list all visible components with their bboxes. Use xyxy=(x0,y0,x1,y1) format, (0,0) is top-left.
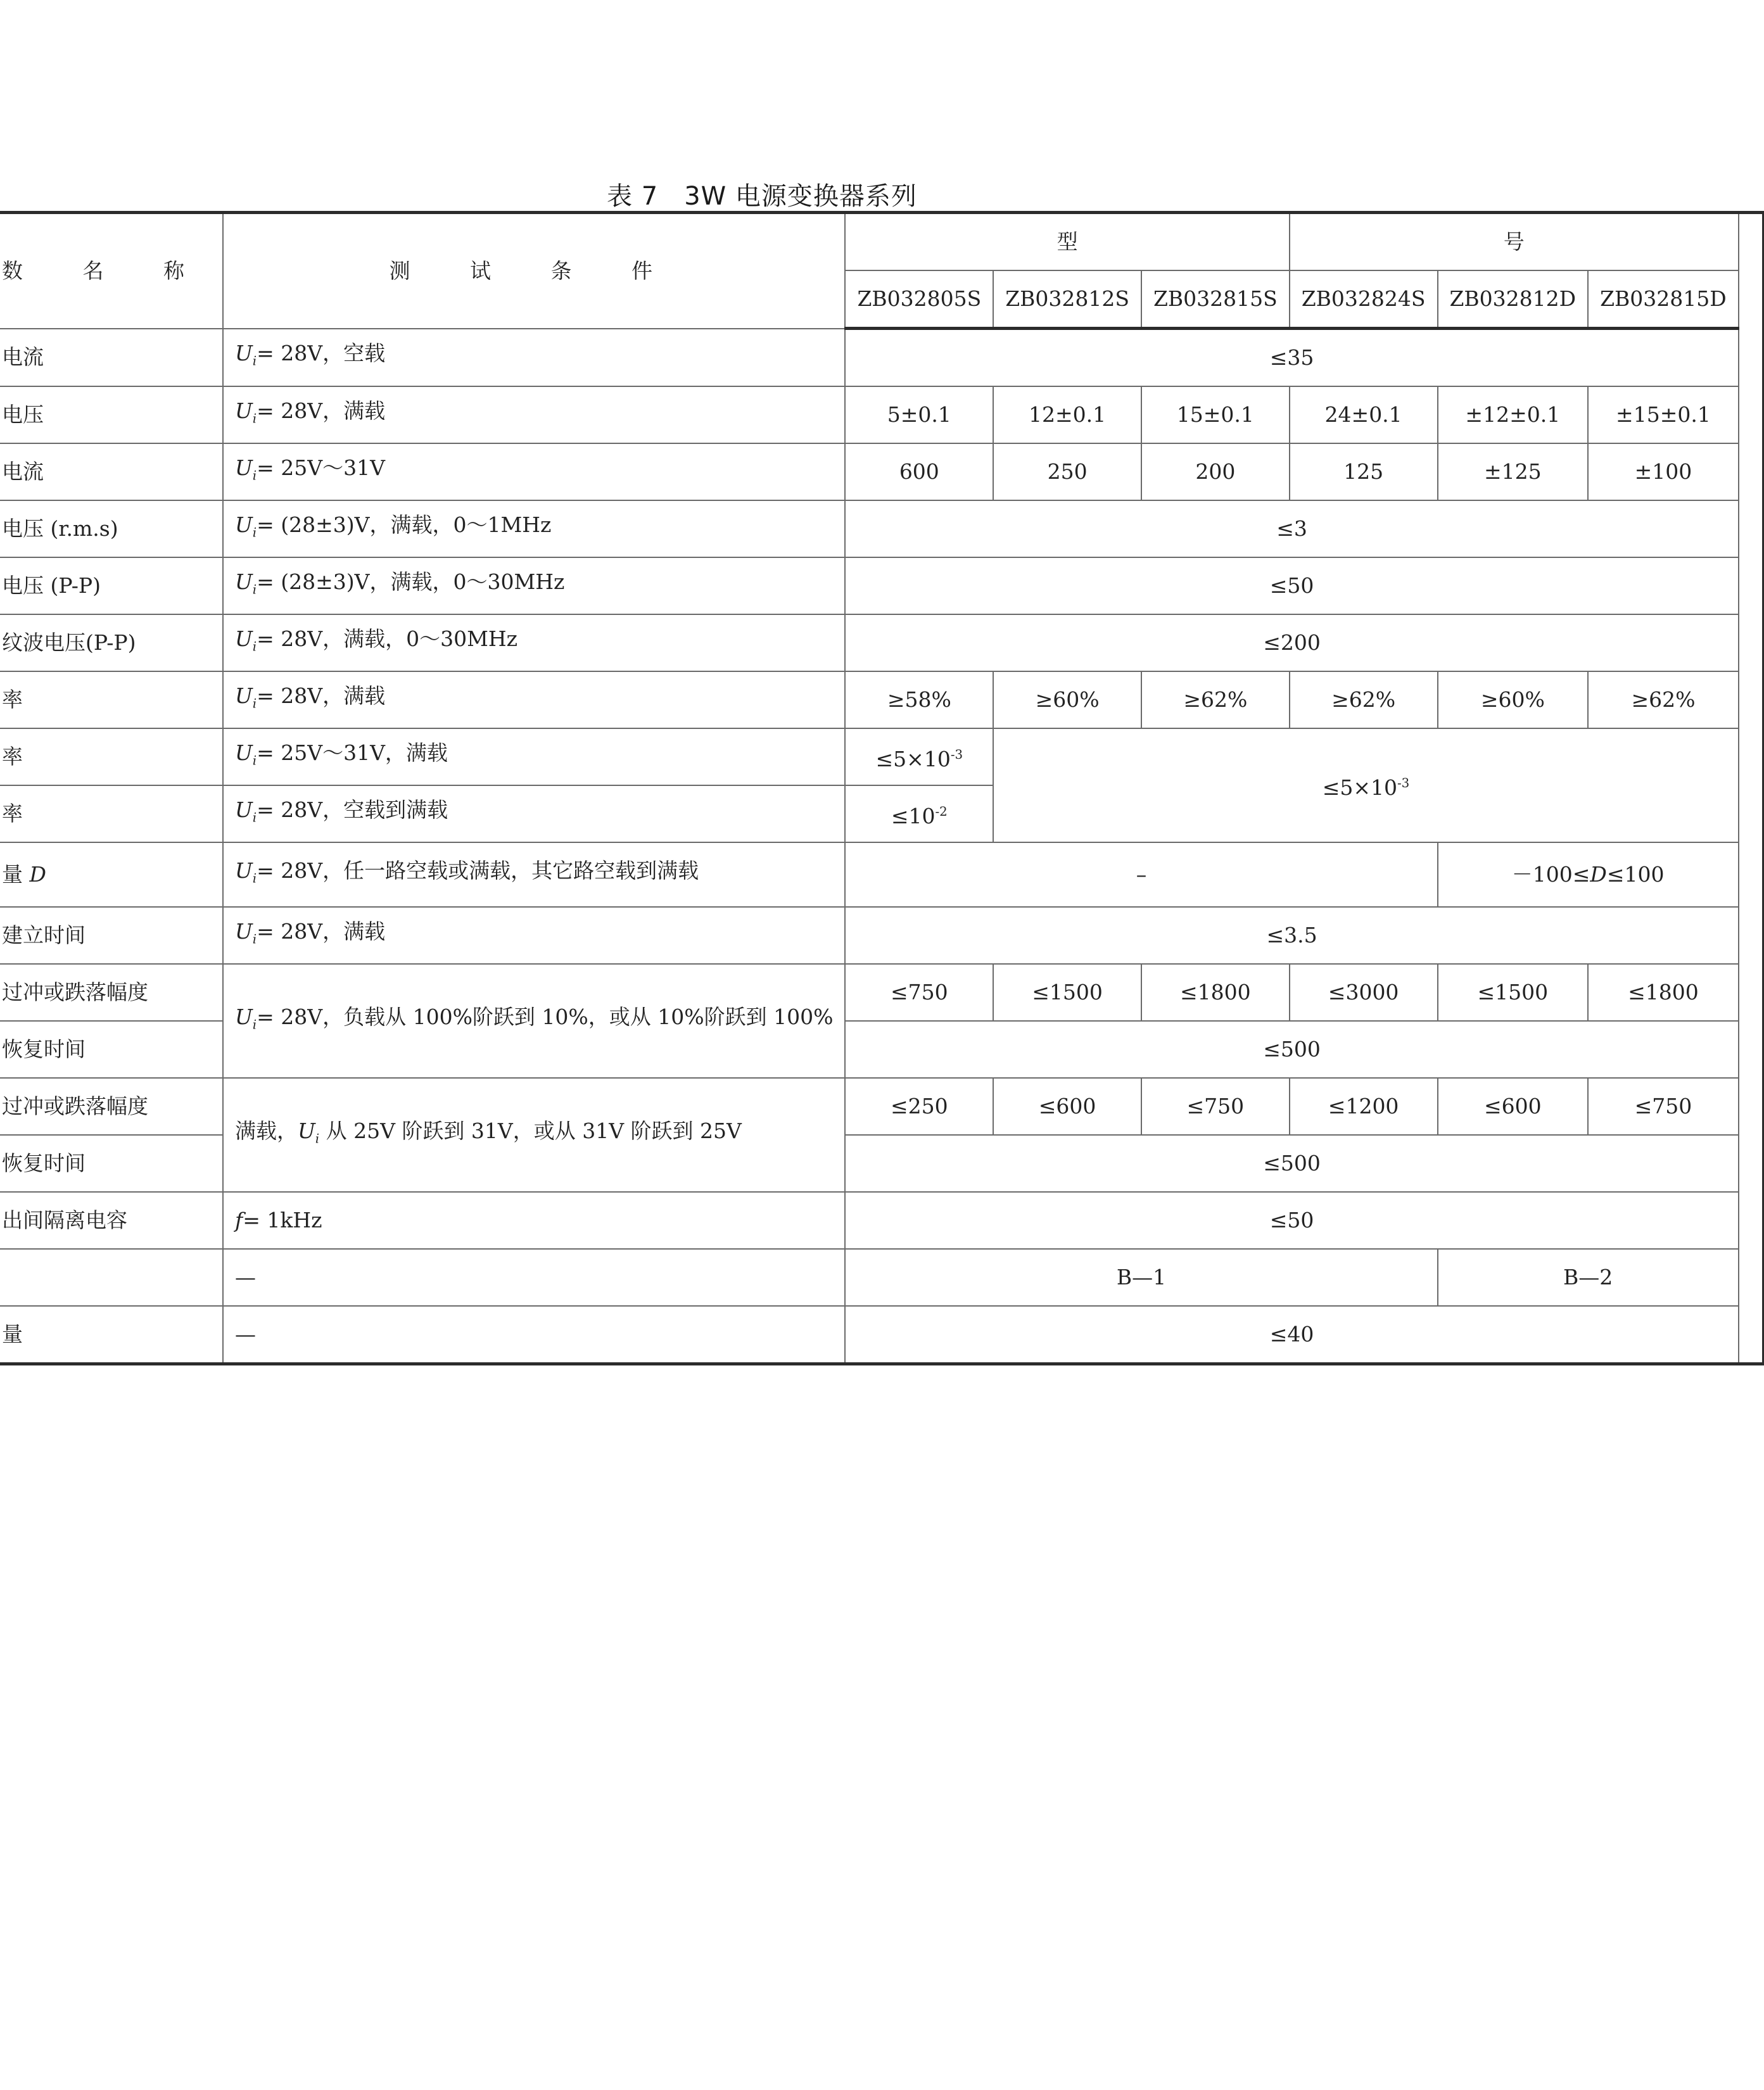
param-name: 量 xyxy=(0,1306,223,1364)
spec-value: ≤40 xyxy=(845,1306,1738,1364)
param-name: 过冲或跌落幅度 xyxy=(0,1078,223,1135)
table-row xyxy=(0,329,1763,387)
spec-value: ≤35 xyxy=(845,329,1738,387)
table-row xyxy=(0,1078,1763,1135)
spec-value: ≤750 xyxy=(1588,1078,1739,1135)
table-row xyxy=(0,671,1763,728)
table-row xyxy=(0,964,1763,1021)
param-name: 率 xyxy=(0,785,223,842)
spec-value: 125 xyxy=(1290,443,1438,500)
param-name: 恢复时间 xyxy=(0,1135,223,1192)
spec-value: ≥60% xyxy=(993,671,1141,728)
table-row xyxy=(0,1306,1763,1364)
spec-value: －100≤D≤100 xyxy=(1438,842,1739,907)
param-name: 电流 xyxy=(0,329,223,387)
spec-value: $\le 5\times 10^{-3}$ xyxy=(993,728,1739,842)
test-condition: 满载，$U_i$ 从 25V 阶跃到 31V，或从 31V 阶跃到 25V xyxy=(223,1078,845,1192)
spec-value: ≥62% xyxy=(1588,671,1739,728)
table-row xyxy=(0,386,1763,443)
spec-value: ≥60% xyxy=(1438,671,1589,728)
spec-value: 600 xyxy=(845,443,993,500)
spec-value: ≤200 xyxy=(845,614,1738,671)
param-name: 电压 xyxy=(0,386,223,443)
spec-value: ≤600 xyxy=(1438,1078,1589,1135)
table-row xyxy=(0,557,1763,614)
spec-value: 24±0.1 xyxy=(1290,386,1438,443)
header-param-name: 数 名 称 xyxy=(0,213,223,329)
header-type-right: 号 xyxy=(1290,213,1739,271)
table-row xyxy=(0,443,1763,500)
spec-value: ±15±0.1 xyxy=(1588,386,1739,443)
test-condition: $U_i= (28\pm 3)V$，满载，0～1MHz xyxy=(223,500,845,557)
param-name: 建立时间 xyxy=(0,907,223,964)
test-condition: $U_i= 28V$，满载 xyxy=(223,907,845,964)
spec-value: ≤1500 xyxy=(993,964,1141,1021)
param-name: 量 D xyxy=(0,842,223,907)
table-row xyxy=(0,500,1763,557)
test-condition: $U_i=$ 25V～31V，满载 xyxy=(223,728,845,785)
spec-value: ≤500 xyxy=(845,1135,1738,1192)
test-condition: $U_i= 28V$，空载到满载 xyxy=(223,785,845,842)
table-row xyxy=(0,1192,1763,1249)
param-name: 出间隔离电容 xyxy=(0,1192,223,1249)
model-header: ZB032812D xyxy=(1438,270,1589,329)
spec-value: ≤600 xyxy=(993,1078,1141,1135)
test-condition: — xyxy=(223,1249,845,1306)
spec-value: ≤50 xyxy=(845,1192,1738,1249)
param-name: 纹波电压(P-P) xyxy=(0,614,223,671)
model-header: ZB032805S xyxy=(845,270,993,329)
param-name: 电压 (r.m.s) xyxy=(0,500,223,557)
param-name: 率 xyxy=(0,728,223,785)
spec-value: ±12±0.1 xyxy=(1438,386,1589,443)
test-condition: $U_i= 28V$，满载，0～30MHz xyxy=(223,614,845,671)
spec-value: $\le 5\times 10^{-3}$ xyxy=(845,728,993,785)
table-title: 表 7 3W 电源变换器系列 xyxy=(607,182,917,211)
test-condition: $U_i= 28V$，满载 xyxy=(223,386,845,443)
spec-value: ≤750 xyxy=(845,964,993,1021)
test-condition: — xyxy=(223,1306,845,1364)
test-condition: $U_i= 28V$，任一路空载或满载，其它路空载到满载 xyxy=(223,842,845,907)
param-name: 过冲或跌落幅度 xyxy=(0,964,223,1021)
spec-value: 5±0.1 xyxy=(845,386,993,443)
test-condition: $U_i= (28\pm 3)V$，满载，0～30MHz xyxy=(223,557,845,614)
test-condition: $U_i= 28V$，满载 xyxy=(223,671,845,728)
spec-table xyxy=(0,211,1764,1365)
spec-value: ≤3 xyxy=(845,500,1738,557)
model-header: ZB032812S xyxy=(993,270,1141,329)
test-condition: $U_i= 28V$，负载从 100%阶跃到 10%，或从 10%阶跃到 100% xyxy=(223,964,845,1078)
spec-value: 200 xyxy=(1141,443,1290,500)
spec-value: ≥62% xyxy=(1141,671,1290,728)
spec-value: ≤1800 xyxy=(1141,964,1290,1021)
param-name: 电压 (P-P) xyxy=(0,557,223,614)
model-header: ZB032824S xyxy=(1290,270,1438,329)
test-condition: $U_i= 28V$，空载 xyxy=(223,329,845,387)
spec-value: ≤750 xyxy=(1141,1078,1290,1135)
spec-value: 12±0.1 xyxy=(993,386,1141,443)
spec-value: – xyxy=(845,842,1437,907)
table-row xyxy=(0,842,1763,907)
header-row xyxy=(0,213,1763,271)
table-row xyxy=(0,614,1763,671)
spec-value: ±125 xyxy=(1438,443,1589,500)
param-name: 率 xyxy=(0,671,223,728)
model-header: ZB032815S xyxy=(1141,270,1290,329)
table-row xyxy=(0,907,1763,964)
spec-value: ≤50 xyxy=(845,557,1738,614)
spec-value: 250 xyxy=(993,443,1141,500)
spec-value: B—2 xyxy=(1438,1249,1739,1306)
spec-value: ≥58% xyxy=(845,671,993,728)
param-name xyxy=(0,1249,223,1306)
table-row xyxy=(0,728,1763,785)
header-type-left: 型 xyxy=(845,213,1289,271)
test-condition: f= 1kHz xyxy=(223,1192,845,1249)
spec-value: ≤1800 xyxy=(1588,964,1739,1021)
spec-table-container xyxy=(0,211,1727,1376)
test-condition: $U_i=$ 25V～31V xyxy=(223,443,845,500)
spec-value: ≥62% xyxy=(1290,671,1438,728)
spec-value: $\le 10^{-2}$ xyxy=(845,785,993,842)
header-test-condition: 测 试 条 件 xyxy=(223,213,845,329)
model-header: ZB032815D xyxy=(1588,270,1739,329)
param-name: 恢复时间 xyxy=(0,1021,223,1078)
spec-value: ≤250 xyxy=(845,1078,993,1135)
table-right-margin xyxy=(1739,213,1763,1364)
spec-value: B—1 xyxy=(845,1249,1437,1306)
table-row xyxy=(0,1249,1763,1306)
spec-value: ±100 xyxy=(1588,443,1739,500)
spec-value: ≤3000 xyxy=(1290,964,1438,1021)
spec-value: ≤500 xyxy=(845,1021,1738,1078)
spec-value: ≤1500 xyxy=(1438,964,1589,1021)
spec-value: ≤3.5 xyxy=(845,907,1738,964)
spec-value: 15±0.1 xyxy=(1141,386,1290,443)
spec-value: ≤1200 xyxy=(1290,1078,1438,1135)
param-name: 电流 xyxy=(0,443,223,500)
